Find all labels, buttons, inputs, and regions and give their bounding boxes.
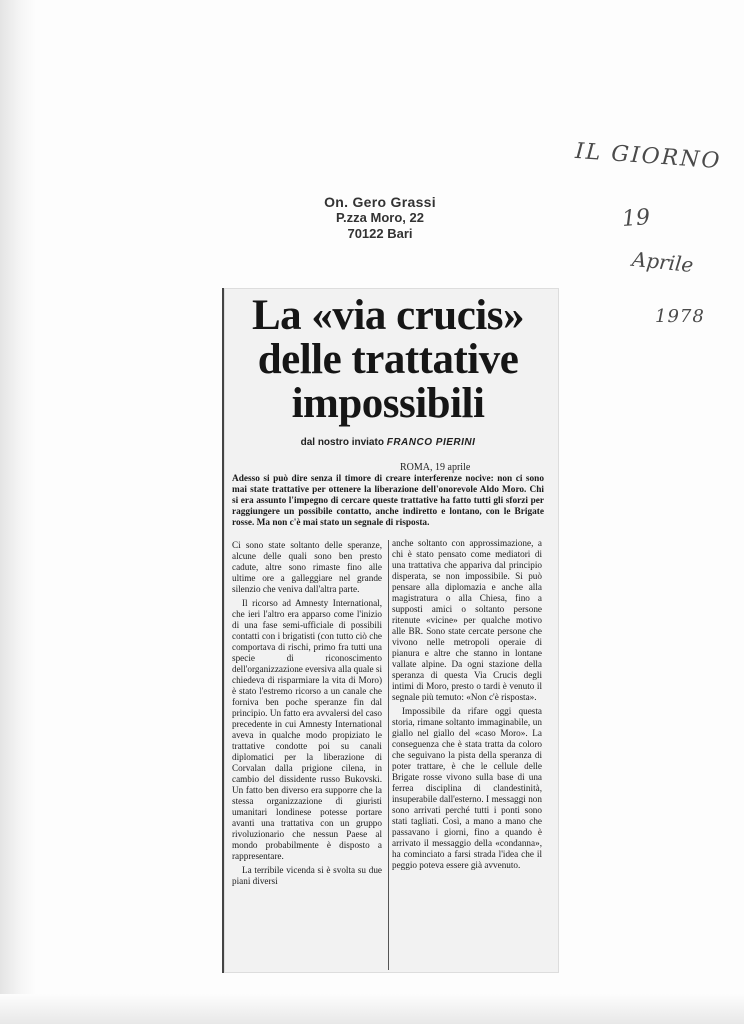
handwritten-newspaper: IL GIORNO (574, 138, 723, 175)
article-headline (228, 294, 548, 426)
article-column-right (392, 538, 542, 874)
archive-stamp (300, 194, 460, 242)
handwritten-day: 19 (621, 205, 651, 232)
stamp-address: P.zza Moro, 22 (336, 210, 424, 225)
scan-shadow-left (0, 0, 36, 1024)
article-column-left (232, 540, 382, 890)
byline-reporter: FRANCO PIERINI (386, 437, 476, 448)
stamp-city: 70122 Bari (347, 226, 413, 241)
headline-line-1: La «via crucis» (252, 292, 524, 339)
byline-prefix: dal nostro inviato (300, 437, 384, 448)
dateline: ROMA, 19 aprile (400, 462, 471, 473)
byline (238, 437, 538, 448)
handwritten-month: Aprile (630, 246, 695, 278)
paragraph: La terribile vicenda si è svolta su due piani diversi (232, 865, 382, 886)
column-divider (388, 540, 389, 970)
paragraph: anche soltanto con approssimazione, a chi è stato pensato come mediatori di una trattativa che appariva dal principio disperata, se non impossibile. Si può pensare alla diplomazia e anche alla magistratura o alla Chiesa, fino a supposti amici o soltanto persone ritenute «vicine» per qualche motivo alle BR. Sono state cercate persone che vivono nelle metropoli operaie di pianura e altre che stanno in lontane vallate alpine. Da ogni stazione della speranza di questa Via Crucis degli intimi di Moro, presto o tardi è venuto il segnale più temuto: «Non c'è risposta». (392, 538, 542, 702)
stamp-name: On. Gero Grassi (324, 194, 436, 210)
headline-line-3: impossibili (291, 380, 485, 427)
paragraph: Ci sono state soltanto delle speranze, alcune delle quali sono ben presto cadute, altre sono rimaste fino alle ultime ore a galleggiare nel grande silenzio che veniva dall'altra parte. (232, 540, 382, 594)
headline-line-2: delle trattative (257, 336, 519, 383)
scan-shadow-bottom (0, 994, 744, 1024)
article-lead: Adesso si può dire senza il timore di creare interferenze nocive: non ci sono mai state trattative per ottenere la liberazione dell'onorevole Aldo Moro. Chi si era assunto l'impegno di cercare queste trattative ha fatto tutti gli sforzi per raggiungere un possibile contatto, anche indiretto e lontano, con le Brigate rosse. Ma non c'è mai stato un segnale di risposta. (232, 474, 544, 528)
paragraph: Impossibile da rifare oggi questa storia, rimane soltanto immaginabile, un giallo nel giallo del «caso Moro». La conseguenza che è stata tratta da coloro che seguivano la pista della speranza di poter trattare, è che le cellule delle Brigate rosse vivono sulla base di una ferrea disciplina di clandestinità, insuperabile dall'esterno. I messaggi non sono arrivati perché tutti i ponti sono stati tagliati. Così, a mano a mano che passavano i giorni, fino a quando è arrivato il messaggio della «condanna», ha cominciato a farsi strada l'idea che il peggio poteva essere già avvenuto. (392, 706, 542, 870)
paragraph: Il ricorso ad Amnesty International, che ieri l'altro era apparso come l'inizio di una fase semi-ufficiale di possibili contatti con i brigatisti (con tutto ciò che comportava di rischi, primo fra tutti una specie di riconoscimento dell'organizzazione eversiva alla quale si chiedeva di risparmiare la vita di Moro) è stato l'estremo ricorso a un canale che forniva ben poche speranze fin dal principio. Un fatto era avvalersi del caso precedente in cui Amnesty International aveva in qualche modo propiziato le trattative condotte poi su canali diplomatici per la liberazione di Corvalan dalla prigione cilena, in cambio del dissidente russo Bukovski. Un fatto ben diverso era supporre che la stessa organizzazione di giuristi umanitari londinese potesse portare avanti una trattativa con un gruppo rivoluzionario che nessun Paese al mondo probabilmente è disposto a rappresentare. (232, 598, 382, 861)
handwritten-year: 1978 (655, 306, 705, 327)
